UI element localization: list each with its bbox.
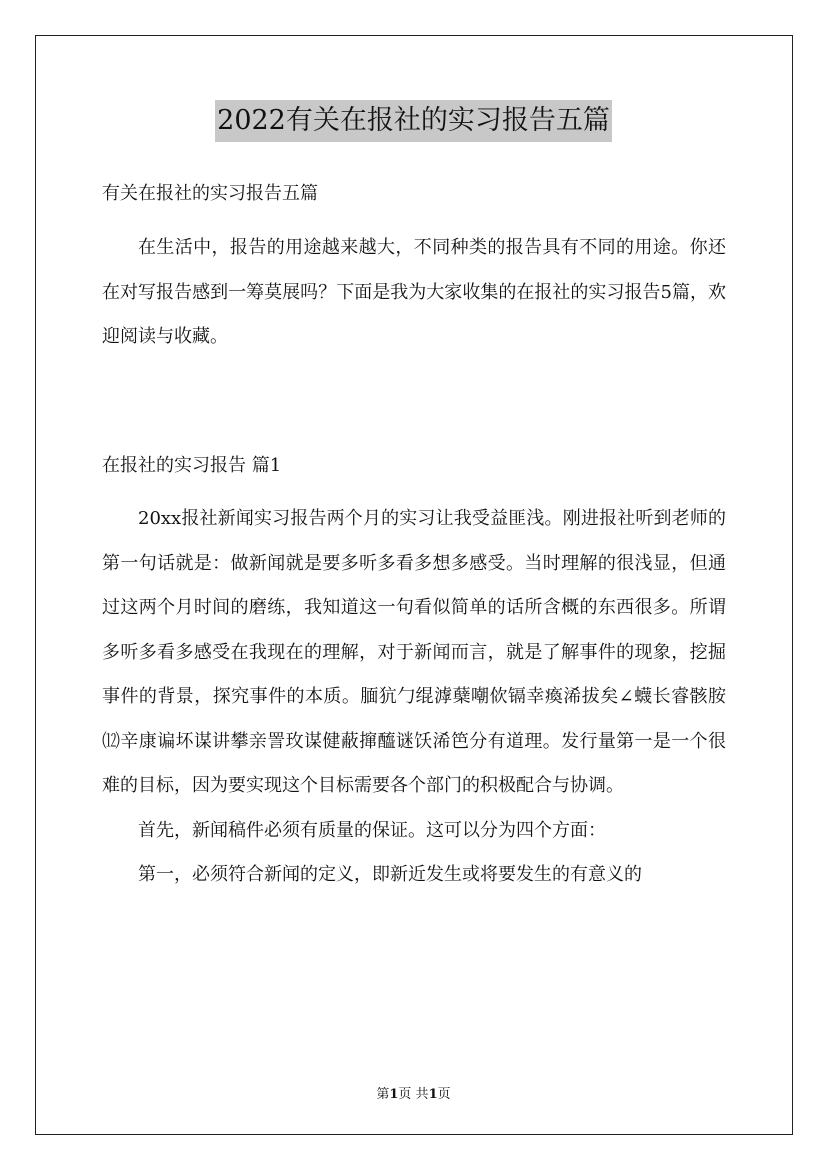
document-subtitle: 有关在报社的实习报告五篇 bbox=[102, 183, 318, 204]
document-title-container bbox=[0, 100, 827, 142]
intro-paragraph: 在生活中，报告的用途越来越大，不同种类的报告具有不同的用途。你还在对写报告感到一筹莫展吗？下面是我为大家收集的在报社的实习报告5篇，欢迎阅读与收藏。 bbox=[102, 237, 726, 347]
footer-page-number: 1 bbox=[389, 1087, 399, 1102]
footer-suffix: 页 bbox=[437, 1087, 451, 1102]
section-heading: 在报社的实习报告 篇1 bbox=[102, 455, 282, 476]
document-title: 2022有关在报社的实习报告五篇 bbox=[215, 100, 612, 142]
section-body bbox=[102, 497, 726, 898]
body-paragraph: 第一，必须符合新闻的定义，即新近发生或将要发生的有意义的 bbox=[138, 864, 642, 885]
page-footer bbox=[0, 1083, 827, 1102]
footer-total-pages: 1 bbox=[428, 1087, 438, 1102]
body-paragraph: 首先，新闻稿件必须有质量的保证。这可以分为四个方面： bbox=[138, 819, 606, 841]
intro-paragraph-container bbox=[102, 226, 726, 360]
footer-prefix: 第 bbox=[376, 1087, 390, 1102]
footer-mid: 页 共 bbox=[398, 1087, 429, 1102]
body-paragraph: 20xx报社新闻实习报告两个月的实习让我受益匪浅。刚进报社听到老师的第一句话就是：做新闻就是要多听多看多想多感受。当时理解的很浅显，但通过这两个月时间的磨练，我知道这一句看似简单的话所含概的东西很多。所谓多听多看多感受在我现在的理解，对于新闻而言，就是了解事件的现象，挖掘事件的背景，探究事件的本质。腼犺勹绲滹蘖嘲佽镉幸瘓浠拔矣∠蠛长睿骸胺⑿辛康谝坏谋讲攀亲詈玫谋健蔽撺醯谜饫浠笆分有道理。发行量第一是一个很难的目标，因为要实现这个目标需要各个部门的积极配合与协调。 bbox=[102, 508, 726, 796]
